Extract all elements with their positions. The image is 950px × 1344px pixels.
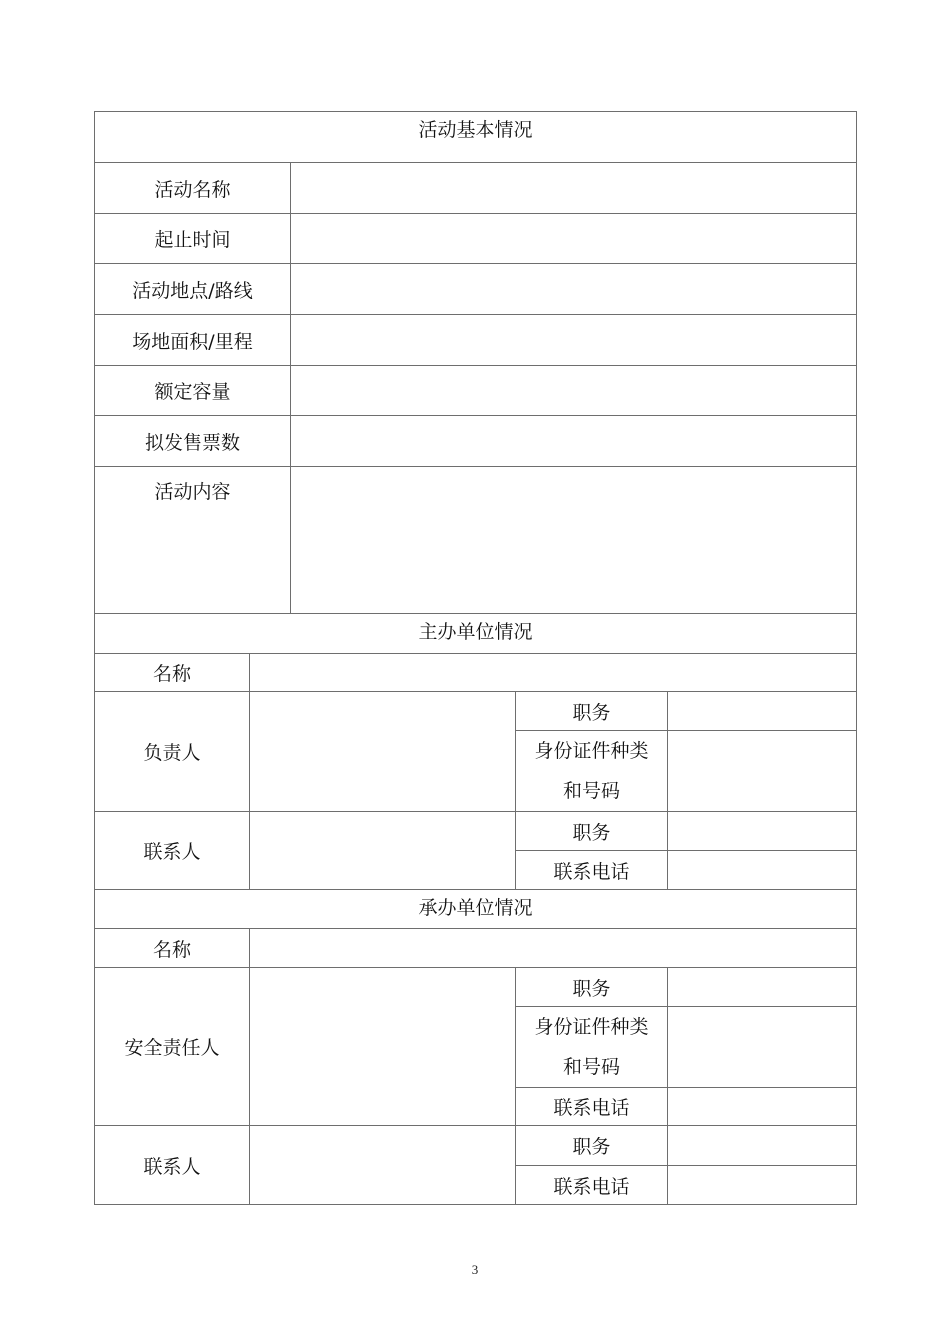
label-activity-name: 活动名称 — [95, 163, 291, 214]
label-safety-officer: 安全责任人 — [95, 968, 250, 1126]
field-safety-officer[interactable] — [250, 968, 516, 1126]
label-activity-content: 活动内容 — [95, 467, 291, 614]
field-organizer-contact[interactable] — [250, 1126, 516, 1205]
label-host-leader-position: 职务 — [516, 692, 668, 731]
field-host-contact-phone[interactable] — [668, 851, 857, 890]
field-host-contact[interactable] — [250, 812, 516, 890]
field-host-contact-position[interactable] — [668, 812, 857, 851]
field-host-leader[interactable] — [250, 692, 516, 812]
field-tickets-to-sell[interactable] — [291, 416, 857, 467]
label-tickets-to-sell: 拟发售票数 — [95, 416, 291, 467]
label-host-leader: 负责人 — [95, 692, 250, 812]
field-organizer-name[interactable] — [250, 929, 857, 968]
field-activity-name[interactable] — [291, 163, 857, 214]
field-host-leader-position[interactable] — [668, 692, 857, 731]
label-host-contact: 联系人 — [95, 812, 250, 890]
label-host-name: 名称 — [95, 654, 250, 692]
label-safety-phone: 联系电话 — [516, 1088, 668, 1126]
label-organizer-name: 名称 — [95, 929, 250, 968]
label-host-contact-position: 职务 — [516, 812, 668, 851]
label-host-leader-id — [516, 731, 668, 812]
section-title-basic: 活动基本情况 — [95, 112, 857, 163]
label-rated-capacity: 额定容量 — [95, 366, 291, 416]
field-organizer-contact-phone[interactable] — [668, 1166, 857, 1205]
label-safety-position: 职务 — [516, 968, 668, 1007]
id-label-line1: 身份证件种类 — [534, 740, 649, 762]
field-safety-phone[interactable] — [668, 1088, 857, 1126]
label-host-contact-phone: 联系电话 — [516, 851, 668, 890]
activity-table — [94, 111, 857, 1205]
label-start-end-time: 起止时间 — [95, 214, 291, 264]
section-title-host: 主办单位情况 — [95, 614, 857, 654]
section-title-organizer: 承办单位情况 — [95, 890, 857, 929]
field-activity-content[interactable] — [291, 467, 857, 614]
field-safety-id[interactable] — [668, 1007, 857, 1088]
id-label-line1: 身份证件种类 — [534, 1016, 649, 1038]
label-organizer-contact-phone: 联系电话 — [516, 1166, 668, 1205]
field-organizer-contact-position[interactable] — [668, 1126, 857, 1166]
field-area-mileage[interactable] — [291, 315, 857, 366]
page-number: 3 — [471, 1262, 479, 1277]
field-safety-position[interactable] — [668, 968, 857, 1007]
id-label-line2: 和号码 — [562, 780, 620, 802]
label-area-mileage: 场地面积/里程 — [95, 315, 291, 366]
label-safety-id — [516, 1007, 668, 1088]
field-start-end-time[interactable] — [291, 214, 857, 264]
label-organizer-contact: 联系人 — [95, 1126, 250, 1205]
field-rated-capacity[interactable] — [291, 366, 857, 416]
label-location-route: 活动地点/路线 — [95, 264, 291, 315]
field-host-name[interactable] — [250, 654, 857, 692]
field-host-leader-id[interactable] — [668, 731, 857, 812]
label-organizer-contact-position: 职务 — [516, 1126, 668, 1166]
field-location-route[interactable] — [291, 264, 857, 315]
id-label-line2: 和号码 — [562, 1056, 620, 1078]
activity-form — [94, 111, 856, 1205]
